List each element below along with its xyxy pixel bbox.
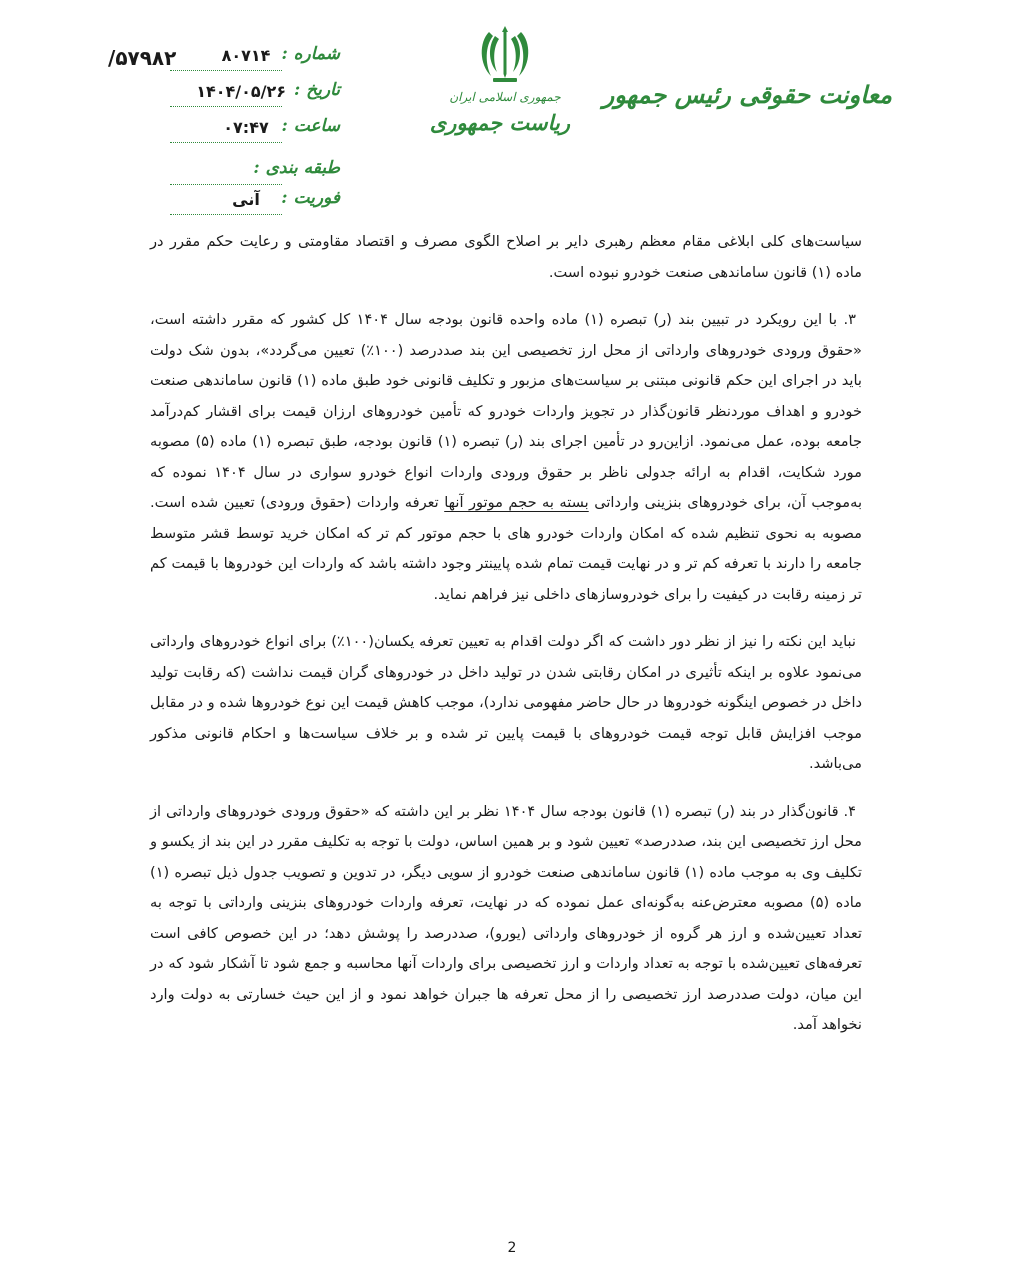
iran-emblem-icon bbox=[440, 24, 570, 86]
emblem-office-text: ریاست جمهوری bbox=[429, 110, 570, 135]
meta-row-number bbox=[170, 44, 340, 74]
meta-dotted-line bbox=[170, 184, 282, 185]
meta-value: ۰۷:۴۷ bbox=[223, 118, 269, 137]
meta-dotted-line bbox=[170, 142, 282, 143]
meta-label: فوریت : bbox=[281, 188, 340, 208]
emblem-country-text: جمهوری اسلامی ایران bbox=[449, 90, 561, 104]
letterhead bbox=[0, 0, 1024, 220]
meta-row-time bbox=[170, 116, 340, 146]
paragraph-text: تعرفه واردات (حقوق ورودی) تعیین شده است. مصوبه به نحوی تنظیم شده که امکان واردات خودرو های با حجم موتور کم تر که امکان خرید توسط قشر متوسط جامعه را دارند با تعرفه کم تر و در نهایت قیمت تمام شده پایینتر وجود داشته باشد که واردات این خودروها با قیمت کم تر زمینه رقابت در کیفیت را برای خودروسازهای داخلی نیز فراهم نماید. bbox=[150, 494, 862, 603]
reference-number: ۵۷۹۸۲/ bbox=[108, 46, 177, 70]
meta-value: ۸۰۷۱۴ bbox=[221, 46, 271, 65]
meta-row-date bbox=[170, 80, 340, 110]
meta-dotted-line bbox=[170, 214, 282, 215]
paragraph: ۴. قانون‌گذار در بند (ر) تبصره (۱) قانون بودجه سال ۱۴۰۴ نظر بر این داشته که «حقوق ورودی خودروهای وارداتی از محل ارز تخصیصی این بند، صددرصد» تعیین شود و بر همین اساس، دولت با توجه به تکلیف مقرر در این بند از یکسو و تکلیف وی به موجب ماده (۱) قانون ساماندهی صنعت خودرو از سویی دیگر، در تدوین و تصویب جدول ذیل تبصره (۱) ماده (۵) مصوبه معترض‌عنه به‌گونه‌ای عمل نموده که در نهایت، تعرفه واردات خودروهای بنزینی وارداتی با توجه به تعداد تعیین‌شده و ارز هر گروه از خودروهای وارداتی (یورو)، صددرصد را پوشش دهد؛ در این خصوص کافی است تعرفه‌های تعیین‌شده با توجه به تعداد واردات و ارز تخصیصی برای واردات آنها محاسبه و جمع شود تا آشکار شود که در این میان، دولت صددرصد ارز تخصیصی را از محل تعرفه ها جبران خواهد نمود و از این حیث خسارتی به دولت وارد نخواهد آمد. bbox=[150, 802, 862, 1033]
meta-row-classification bbox=[170, 158, 340, 188]
paragraph: نباید این نکته را نیز از نظر دور داشت که اگر دولت اقدام به تعیین تعرفه یکسان(۱۰۰٪) برای انواع خودروهای وارداتی می‌نمود علاوه بر اینکه تأثیری در امکان رقابتی شدن در تولید داخل در خودروهای گران قیمت نداشت (که رقابت تولید داخل در خصوص اینگونه خودروها در حال حاضر مفهومی ندارد)، موجب کاهش قیمت این نوع خودروها شده و در مقابل موجب افزایش قابل توجه قیمت خودروهای با قیمت پایین تر شده و بر خلاف سیاست‌ها و احکام قانونی مذکور می‌باشد. bbox=[150, 633, 862, 772]
meta-value: آنی bbox=[232, 190, 260, 209]
emblem-block bbox=[429, 24, 570, 154]
meta-dotted-line bbox=[170, 106, 282, 107]
meta-row-urgency bbox=[170, 188, 340, 218]
paragraph: سیاست‌های کلی ابلاغی مقام معظم رهبری دایر بر اصلاح الگوی مصرف و اقتصاد مقاومتی و رعایت حکم مقرر در ماده (۱) قانون ساماندهی صنعت خودرو نبوده است. bbox=[150, 233, 862, 281]
meta-label: ساعت : bbox=[281, 116, 340, 136]
underlined-phrase: بسته به حجم موتور آنها bbox=[444, 494, 589, 511]
meta-value: ۱۴۰۴/۰۵/۲۶ bbox=[196, 82, 286, 101]
paragraph bbox=[150, 305, 862, 610]
meta-label: طبقه بندی : bbox=[253, 158, 340, 178]
paragraph-text: ۳. با این رویکرد در تبیین بند (ر) تبصره (۱) ماده واحده قانون بودجه سال ۱۴۰۴ کل کشور که مقرر داشته است، «حقوق ورودی خودروهای وارداتی از محل ارز تخصیصی این بند صددرصد (۱۰۰٪) تعیین می‌گردد»، بدون شک دولت باید در اجرای این حکم قانونی مبتنی بر سیاست‌های مزبور و تکلیف قانونی خود طبق ماده (۱) قانون ساماندهی صنعت خودرو و اهداف موردنظر قانون‌گذار در تجویز واردات خودرو که تأمین خودروهای ارزان قیمت برای اقشار کم‌درآمد جامعه بوده، عمل می‌نمود. ازاین‌رو در تأمین اجرای بند (ر) تبصره (۱) قانون بودجه، طبق تبصره (۱) ماده (۵) مصوبه مورد شکایت، اقدام به ارائه جدولی ناظر بر حقوق ورودی واردات انواع خودرو سواری در سال ۱۴۰۴ نموده که به‌موجب آن، برای خودروهای بنزینی وارداتی bbox=[150, 311, 863, 511]
meta-dotted-line bbox=[170, 70, 282, 71]
office-title: معاونت حقوقی رئیس جمهور bbox=[602, 80, 892, 109]
page-number: 2 bbox=[507, 1240, 517, 1256]
letter-body bbox=[150, 227, 862, 1058]
meta-label: تاریخ : bbox=[293, 80, 340, 100]
meta-label: شماره : bbox=[281, 44, 340, 64]
